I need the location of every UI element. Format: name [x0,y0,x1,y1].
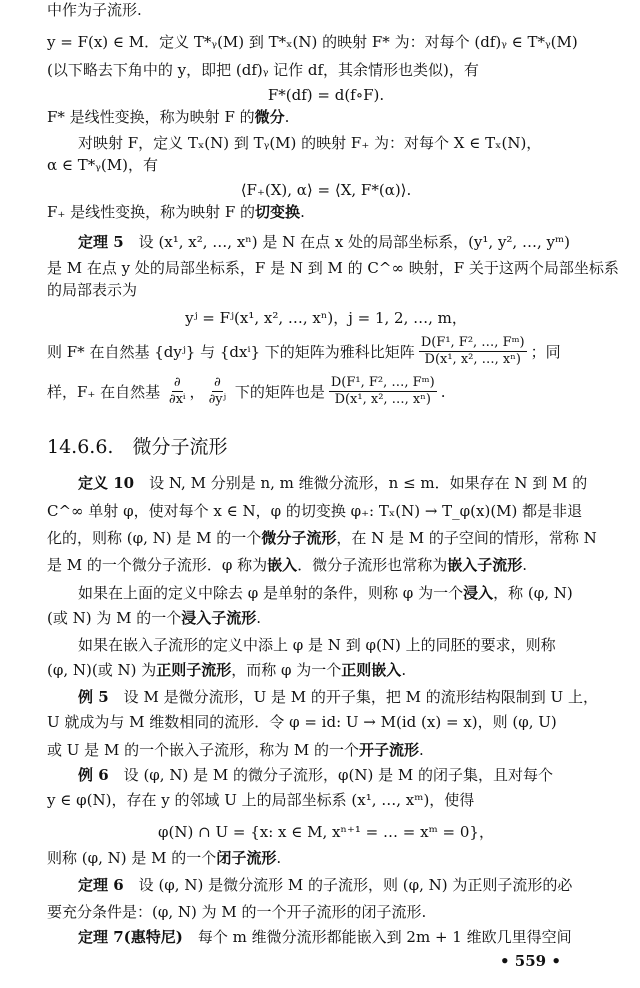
text-line [47,258,619,278]
text-segment: ，在 N 是 M 的子空间的情形，常称 N [336,529,597,547]
text-line [47,660,605,680]
text-line [78,875,605,895]
fraction-numerator: ∂ [173,375,181,390]
fraction-denominator: D(x¹, x², …, xⁿ) [334,392,431,407]
bold-term: 定理 7 [78,928,124,946]
bold-term: (惠特尼) [123,928,183,946]
bold-term: 开子流形 [358,741,419,759]
bold-term: 切变换 [255,203,301,221]
text-line [47,280,605,300]
display-equation [47,822,605,842]
text-segment: 设 M 是微分流形，U 是 M 的开子集，把 M 的流形结构限制到 U 上， [108,688,598,706]
text-segment: 或 U 是 M 的一个嵌入子流形，称为 M 的一个 [47,741,359,759]
text-segment: 则称 (φ, N) 是 M 的一个 [47,849,217,867]
text-segment: . [440,382,446,401]
section-heading [47,437,605,457]
text-segment: (或 N) 为 M 的一个 [47,609,182,627]
bold-term: 正则子流形 [156,661,232,679]
fraction-denominator: D(x¹, x², …, xⁿ) [424,352,521,367]
text-segment: 如果在嵌入子流形的定义中添上 φ 是 N 到 φ(N) 上的同胚的要求，则称 [78,636,556,654]
text-line [47,202,605,222]
text-segment: y ∈ φ(N)，存在 y 的邻域 U 上的局部坐标系 (x¹, …, xᵐ)，使得 [47,791,475,809]
display-equation [47,180,605,200]
text-segment: F₊ 是线性变换，称为映射 F 的 [47,203,256,221]
bold-term: 浸入 [463,584,494,602]
text-segment: 下的矩阵也是 [230,382,325,401]
text-segment: 是 M 在点 y 处的局部坐标系，F 是 N 到 M 的 C^∞ 映射，F 关于这两个局部坐标系 [47,259,619,277]
fraction-numerator: ∂ [213,375,221,390]
text-segment: 样，F₊ 在自然基 [47,382,165,401]
text-segment: 对映射 F，定义 Tₓ(N) 到 Tᵧ(M) 的映射 F₊ 为：对每个 X ∈ Tₓ(N)， [78,134,542,152]
text-segment: . [522,556,527,574]
text-segment: . [300,203,305,221]
page-number: • 559 • [500,952,561,970]
text-line [47,902,605,922]
text-line [78,232,605,252]
bold-term: 例 6 [78,766,109,784]
text-segment: 每个 m 维微分流形都能嵌入到 2m + 1 维欧几里得空间 [182,928,572,946]
text-line [47,335,605,368]
text-segment: 中作为子流形. [47,1,142,19]
text-segment: U 就成为与 M 维数相同的流形．令 φ = id: U → M(id (x) = x)，则 (φ, U) [47,713,557,731]
fraction-denominator: ∂xⁱ [168,392,186,407]
text-segment: ，而称 φ 为一个 [231,661,342,679]
text-segment: 的局部表示为 [47,281,138,299]
text-line [47,528,605,548]
text-segment: C^∞ 单射 φ，使对每个 x ∈ N，φ 的切变换 φ₊: Tₓ(N) → T_φ(x)(M) 都是非退 [47,502,583,520]
bold-term: 嵌入子流形 [447,556,523,574]
text-line [78,927,605,947]
text-line [78,687,605,707]
text-segment: α ∈ T*ᵧ(M)，有 [47,156,158,174]
text-segment: (以下略去下角中的 y，即把 (df)ᵧ 记作 df，其余情形也类似)，有 [47,61,479,79]
text-line [47,501,605,521]
text-segment: 设 (x¹, x², …, xⁿ) 是 N 在点 x 处的局部坐标系，(y¹, y², …, yᵐ) [123,233,571,251]
bold-term: 定义 10 [78,474,135,492]
text-line [78,765,605,785]
text-segment: y = F(x) ∈ M．定义 T*ᵧ(M) 到 T*ₓ(N) 的映射 F* 为：对每个 (df)ᵧ ∈ T*ᵧ(M) [47,33,578,51]
text-segment: . [401,661,407,679]
text-line [47,608,605,628]
text-line [47,740,605,760]
text-segment: F*(df) = d(f∘F). [267,86,385,104]
text-segment: 14.6.6. 微分子流形 [47,436,228,458]
text-segment: 设 N, M 分别是 n, m 维微分流形，n ≤ m．如果存在 N 到 M 的 [134,474,588,492]
text-segment: ， [189,382,205,401]
text-line [47,107,605,127]
text-line [78,583,605,603]
text-line [47,0,605,20]
text-segment: 是 M 的一个微分子流形．φ 称为 [47,556,268,574]
text-segment: F* 是线性变换，称为映射 F 的 [47,108,255,126]
text-segment: 要充分条件是：(φ, N) 为 M 的一个开子流形的闭子流形. [47,903,427,921]
text-segment: 则 F* 在自然基 {dyʲ} 与 {dxⁱ} 下的矩阵为雅科比矩阵 [47,342,415,361]
text-segment: . [419,741,424,759]
text-segment: (φ, N)(或 N) 为 [47,661,157,679]
fraction [329,375,437,408]
text-line [47,790,605,810]
fraction-numerator: D(F¹, F², …, Fᵐ) [330,375,435,390]
text-segment: φ(N) ∩ U = {x: x ∈ M, xⁿ⁺¹ = … = xᵐ = 0}， [158,823,494,841]
text-segment: 设 (φ, N) 是 M 的微分子流形，φ(N) 是 M 的闭子集，且对每个 [108,766,553,784]
fraction [209,375,227,408]
bold-term: 嵌入 [267,556,298,574]
bold-term: 微分 [254,108,285,126]
text-line [47,155,605,175]
bold-term: 闭子流形 [216,849,277,867]
bold-term: 微分子流形 [261,529,337,547]
display-equation [47,85,605,105]
text-segment: . [256,609,262,627]
bold-term: 例 5 [78,688,109,706]
text-line [47,848,605,868]
bold-term: 正则嵌入 [341,661,402,679]
fraction [169,375,186,408]
text-line [47,375,605,408]
text-segment: . [276,849,282,867]
text-segment: ，称 (φ, N) [493,584,573,602]
text-segment: 化的，则称 (φ, N) 是 M 的一个 [47,529,262,547]
text-line [78,635,605,655]
text-segment: ．微分子流形也常称为 [297,556,448,574]
fraction-denominator: ∂yʲ [208,392,227,407]
fraction [419,335,527,368]
text-line [78,133,605,153]
text-line [47,60,605,80]
bold-term: 浸入子流形 [181,609,257,627]
bold-term: 定理 5 [78,233,124,251]
text-line [47,555,605,575]
text-segment: 如果在上面的定义中除去 φ 是单射的条件，则称 φ 为一个 [78,584,464,602]
text-segment: yʲ = Fʲ(x¹, x², …, xⁿ)，j = 1, 2, …, m， [185,309,467,327]
fraction-numerator: D(F¹, F², …, Fᵐ) [420,335,525,350]
display-equation [47,308,605,328]
text-line [78,473,605,493]
text-segment: ；同 [530,342,561,361]
text-segment: 设 (φ, N) 是微分流形 M 的子流形，则 (φ, N) 为正则子流形的必 [123,876,573,894]
text-segment: ⟨F₊(X), α⟩ = ⟨X, F*(α)⟩. [240,181,412,199]
bold-term: 定理 6 [78,876,124,894]
text-line [47,32,605,52]
text-line [47,712,605,732]
text-segment: . [284,108,290,126]
